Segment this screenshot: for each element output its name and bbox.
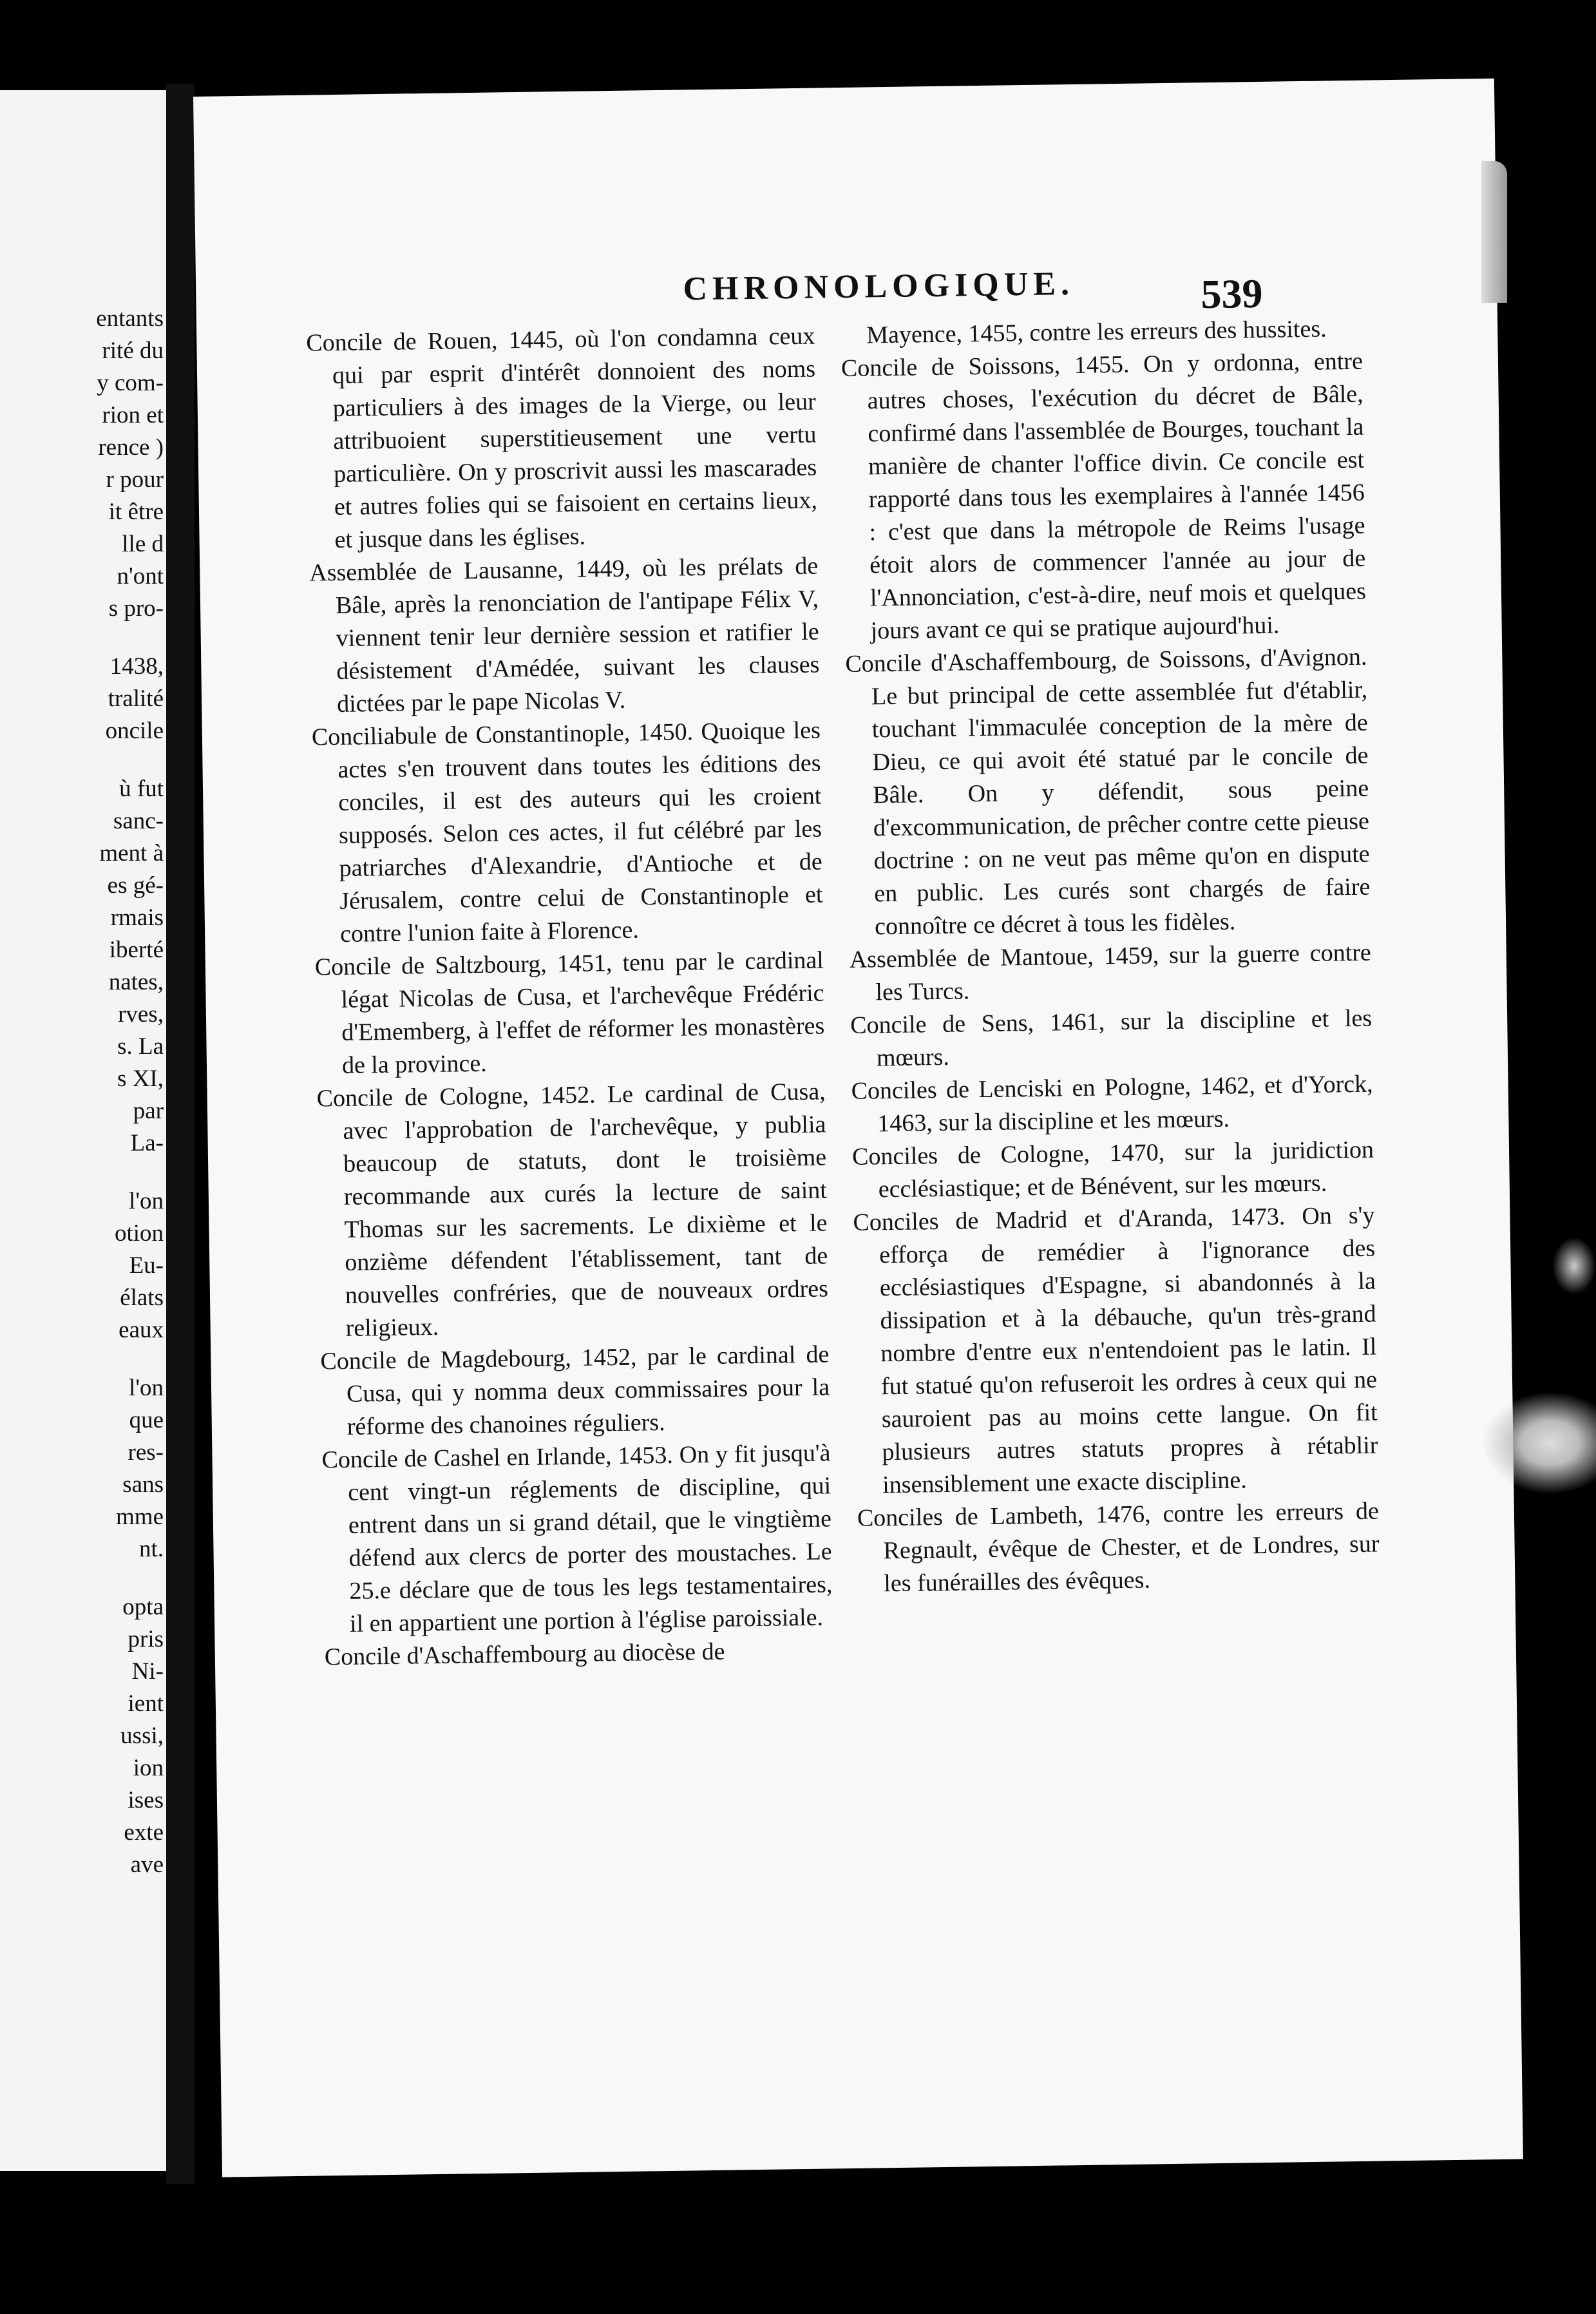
- entry-lenciski-yorck: Conciles de Lenciski en Pologne, 1462, et d'Yorck, 1463, sur la discipline et les mœurs.: [851, 1070, 1373, 1138]
- left-page-text-fragment: nates,: [108, 969, 164, 995]
- left-page-text-fragment: ises: [128, 1787, 164, 1813]
- left-page-text-fragment: nt.: [138, 1536, 164, 1562]
- left-page-text-fragment: ussi,: [120, 1723, 164, 1749]
- entry-saltzbourg: Concile de Saltzbourg, 1451, tenu par le cardinal légat Nicolas de Cusa, et l'archevêque Frédéric d'Ememberg, à l'effet de réformer les monastères de la province.: [314, 946, 825, 1079]
- entry-aschaffembourg-soissons-avignon: Concile d'Aschaffembourg, de Soissons, d'Avignon. Le but principal de cette assemblée fut d'établir, touchant l'immaculée conception de la mère de Dieu, ce qui avoit été statué par le concile de Bâle. On y défendit, sous peine d'excommunication, de prêcher contre cette pieuse doctrine : on ne veut pas même qu'on en dispute en public. Les curés sont chargés de faire connoître ce décret à tous les fidèles.: [845, 643, 1371, 941]
- entry-cologne-1452: Concile de Cologne, 1452. Le cardinal de Cusa, avec l'approbation de l'archevêque, y publia beaucoup de statuts, dont le troisième recommande aux curés la lecture de saint Thomas sur les sacrements. Le dixième et le onzième défendent l'établissement, tant de nouvelles confréries, que de nouveaux ordres religieux.: [316, 1078, 829, 1342]
- left-page-text-fragment: La-: [130, 1130, 164, 1156]
- entry-rouen: Concile de Rouen, 1445, où l'on condamna ceux qui par esprit d'intérêt donnoient des noms particuliers à des images de la Vierge, ou leur attribuoient superstitieusement une vertu particulière. On y proscrivit aussi les mascarades et autres folies qui se faisoient en certains lieux, et jusque dans les églises.: [306, 322, 818, 553]
- left-page-text-fragment: ave: [130, 1851, 164, 1878]
- left-page-text-fragment: Eu-: [129, 1252, 164, 1279]
- left-page-text-fragment: pris: [128, 1626, 164, 1652]
- left-page-text-fragment: sanc-: [113, 808, 164, 834]
- entry-lausanne: Assemblée de Lausanne, 1449, où les prélats de Bâle, après la renonciation de l'antipape Félix V, viennent tenir leur dernière session et ratifier le désistement d'Amédée, suivant les clauses dictées par le pape Nicolas V.: [309, 552, 820, 718]
- left-page-text-fragment: par: [133, 1098, 164, 1124]
- left-page-text-fragment: rmais: [110, 904, 164, 931]
- entry-aschaffembourg-end: Mayence, 1455, contre les erreurs des hussites.: [866, 315, 1327, 349]
- left-page-text-fragment: entants: [96, 305, 164, 332]
- entry-madrid-aranda: Conciles de Madrid et d'Aranda, 1473. On s'y efforça de remédier à l'ignorance des ecclésiastiques d'Espagne, si abandonnés à la dissipation et à la débauche, qu'un très-grand nombre d'entre eux n'entendoient pas le latin. Il fut statué qu'on refuseroit les ordres à ceux qui ne sauroient pas au moins cette langue. On fit plusieurs autres statuts propres à rétablir insensiblement une exacte discipline.: [853, 1201, 1378, 1499]
- left-page-text-fragment: Ni-: [131, 1658, 164, 1685]
- left-page-text-fragment: ù fut: [119, 776, 164, 802]
- left-page-text-fragment: l'on: [129, 1188, 164, 1214]
- left-page-text-fragment: 1438,: [109, 653, 164, 680]
- left-page-fragment: [0, 90, 166, 2171]
- page-number: 539: [1200, 270, 1263, 318]
- entry-cologne-benevent: Conciles de Cologne, 1470, sur la juridiction ecclésiastique; et de Bénévent, sur les mœurs.: [851, 1136, 1374, 1203]
- left-page-text-fragment: opta: [122, 1594, 164, 1620]
- entry-magdebourg: Concile de Magdebourg, 1452, par le cardinal de Cusa, qui y nomma deux commissaires pour la réforme des chanoines réguliers.: [320, 1341, 830, 1440]
- left-page-text-fragment: otion: [114, 1220, 164, 1247]
- left-page-text-fragment: n'ont: [117, 563, 164, 589]
- left-page-text-fragment: eaux: [119, 1317, 164, 1343]
- paper-stain-small: [1552, 1237, 1596, 1295]
- page-curl: [1481, 161, 1507, 303]
- left-page-text-fragment: it être: [108, 499, 164, 525]
- left-page-text-fragment: rves,: [118, 1001, 164, 1028]
- entry-aschaffembourg-start: Concile d'Aschaffembourg au diocèse de: [324, 1638, 725, 1671]
- entry-lambeth: Conciles de Lambeth, 1476, contre les erreurs de Regnault, évêque de Chester, et de Londres, sur les funérailles des évêques.: [857, 1497, 1380, 1598]
- left-page-text-fragment: es gé-: [107, 872, 164, 899]
- entry-mantoue: Assemblée de Mantoue, 1459, sur la guerre contre les Turcs.: [849, 939, 1372, 1006]
- left-page-text-fragment: ion: [133, 1755, 164, 1781]
- left-page-text-fragment: lle d: [122, 531, 164, 557]
- running-head: CHRONOLOGIQUE.: [683, 265, 1075, 308]
- left-page-text-fragment: res-: [128, 1439, 164, 1466]
- left-page-text-fragment: mme: [116, 1504, 164, 1530]
- left-page-text-fragment: r pour: [106, 466, 164, 493]
- book-gutter: [166, 84, 195, 2184]
- left-page-text-fragment: rence ): [98, 434, 164, 461]
- left-page-text-fragment: rion et: [102, 402, 164, 428]
- left-page-text-fragment: élats: [120, 1285, 164, 1311]
- entry-cashel: Concile de Cashel en Irlande, 1453. On y fit jusqu'à cent vingt-un réglements de discipline, qui entrent dans un si grand détail, que le vingtième défend aux clercs de porter des moustaches. Le 25.e déclare que de tous les legs testamentaires, il en appartient une portion à l'église paroissiale.: [321, 1439, 833, 1638]
- left-page-text-fragment: ient: [128, 1690, 164, 1717]
- left-page-text-fragment: y com-: [97, 370, 164, 396]
- left-page-text-fragment: oncile: [105, 718, 164, 744]
- left-page-text-fragment: s. La: [117, 1033, 164, 1060]
- left-page-text-fragment: ment à: [99, 840, 164, 866]
- entry-sens: Concile de Sens, 1461, sur la discipline et les mœurs.: [850, 1004, 1373, 1072]
- left-page-text-fragment: exte: [124, 1819, 164, 1846]
- book-page: [193, 79, 1523, 2177]
- left-page-text-fragment: que: [129, 1407, 164, 1433]
- left-page-text-fragment: s XI,: [117, 1066, 164, 1092]
- entry-soissons: Concile de Soissons, 1455. On y ordonna, entre autres choses, l'exécution du décret de Bâle, confirmé dans l'assemblée de Bourges, touchant la manière de chanter l'office divin. Ce concile est rapporté dans tous les exemplaires à l'année 1456 : c'est que dans la métropole de Reims l'usage étoit alors de commencer l'année au jour de l'Annonciation, c'est-à-dire, neuf mois et quelques jours avant ce qui se pratique aujourd'hui.: [841, 347, 1367, 645]
- left-page-text-fragment: iberté: [109, 937, 164, 963]
- left-page-text-fragment: tralité: [108, 685, 164, 712]
- left-page-text-fragment: rité du: [102, 338, 164, 364]
- left-page-text-fragment: sans: [122, 1471, 164, 1498]
- entry-constantinople: Conciliabule de Constantinople, 1450. Quoique les actes s'en trouvent dans toutes les éditions des conciles, il est des auteurs qui les croient supposés. Selon ces actes, il fut célébré par les patriarches d'Alexandrie, d'Antioche et de Jérusalem, contre celui de Constantinople et contre l'union faite à Florence.: [311, 716, 823, 948]
- paper-stain: [1481, 1391, 1596, 1495]
- right-column: [841, 312, 1380, 1601]
- left-page-text-fragment: l'on: [129, 1375, 164, 1401]
- left-page-text-fragment: s pro-: [108, 595, 164, 622]
- left-column: [306, 320, 833, 1674]
